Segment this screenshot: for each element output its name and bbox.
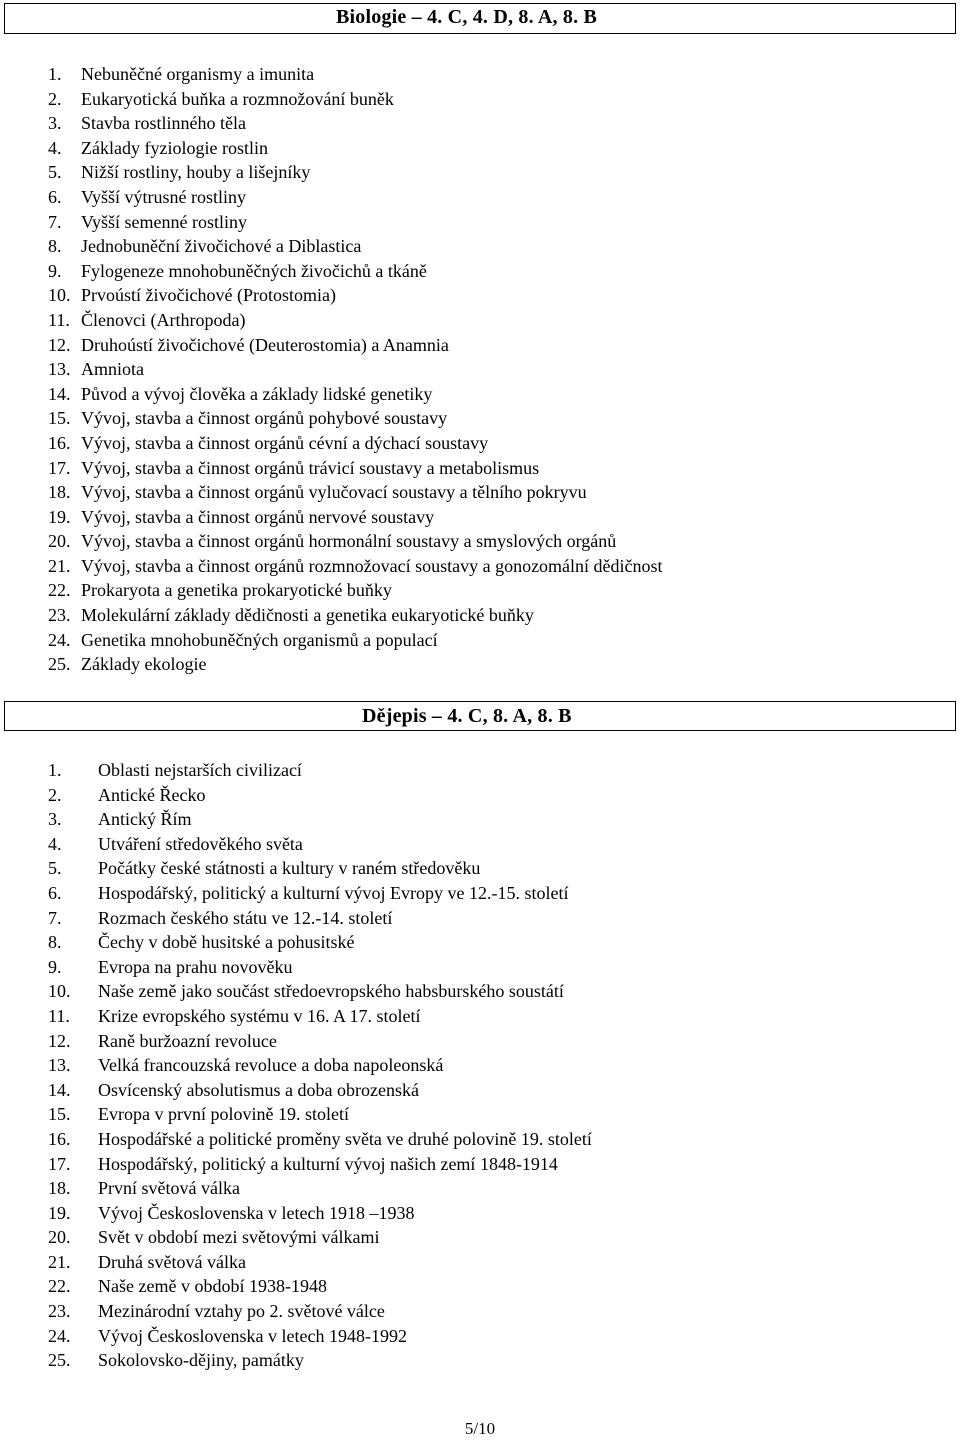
item-text: Původ a vývoj člověka a základy lidské genetiky (81, 383, 433, 404)
item-text: Prokaryota a genetika prokaryotické buňky (81, 580, 392, 601)
list-item (48, 1152, 592, 1177)
item-number: 14. (48, 383, 71, 404)
list-item (48, 111, 663, 136)
item-text: Rozmach českého státu ve 12.-14. století (98, 907, 393, 928)
item-text: Velká francouzská revoluce a doba napoleonská (98, 1055, 444, 1076)
list-item (48, 283, 663, 308)
list-item (48, 1053, 592, 1078)
item-text: Vývoj Československa v letech 1948-1992 (98, 1325, 407, 1346)
list-item (48, 758, 592, 783)
list-item (48, 456, 663, 481)
list-item (48, 1127, 592, 1152)
item-text: Antický Řím (98, 809, 192, 830)
item-number: 5. (48, 162, 62, 183)
list-item (48, 1102, 592, 1127)
item-number: 19. (48, 506, 71, 527)
item-number: 4. (48, 137, 62, 158)
item-text: Počátky české státnosti a kultury v raném středověku (98, 858, 481, 879)
item-text: Antické Řecko (98, 784, 206, 805)
item-text: Eukaryotická buňka a rozmnožování buněk (81, 88, 394, 109)
item-number: 7. (48, 907, 62, 928)
item-text: Vývoj, stavba a činnost orgánů rozmnožovací soustavy a gonozomální dědičnost (81, 555, 663, 576)
list-item (48, 234, 663, 259)
item-text: Vyšší semenné rostliny (81, 211, 247, 232)
list-item (48, 210, 663, 235)
item-number: 8. (48, 932, 62, 953)
list-item (48, 979, 592, 1004)
list-item (48, 505, 663, 530)
history-topic-list (48, 758, 592, 1373)
item-number: 10. (48, 981, 71, 1002)
item-number: 2. (48, 784, 62, 805)
list-item (48, 357, 663, 382)
history-title: Dějepis – 4. C, 8. A, 8. B (362, 705, 572, 727)
item-text: Naše země jako součást středoevropského habsburského soustátí (98, 981, 564, 1002)
item-number: 8. (48, 236, 62, 257)
item-text: Prvoústí živočichové (Protostomia) (81, 285, 336, 306)
biology-topic-list (48, 62, 663, 677)
list-item (48, 1201, 592, 1226)
item-text: Naše země v období 1938-1948 (98, 1276, 327, 1297)
item-number: 3. (48, 113, 62, 134)
item-text: Stavba rostlinného těla (81, 113, 246, 134)
item-text: Členovci (Arthropoda) (81, 309, 246, 330)
item-text: Základy fyziologie rostlin (81, 137, 268, 158)
item-number: 14. (48, 1079, 71, 1100)
item-number: 18. (48, 1178, 71, 1199)
item-number: 22. (48, 580, 71, 601)
item-text: Utváření středověkého světa (98, 833, 303, 854)
list-item (48, 480, 663, 505)
item-text: Sokolovsko-dějiny, památky (98, 1350, 304, 1371)
item-text: Vývoj Československa v letech 1918 –1938 (98, 1202, 415, 1223)
list-item (48, 1029, 592, 1054)
list-item (48, 160, 663, 185)
item-text: Hospodářské a politické proměny světa ve druhé polovině 19. století (98, 1128, 592, 1149)
list-item (48, 529, 663, 554)
list-item (48, 652, 663, 677)
item-text: Molekulární základy dědičnosti a genetika eukaryotické buňky (81, 605, 534, 626)
list-item (48, 807, 592, 832)
item-number: 9. (48, 956, 62, 977)
list-item (48, 382, 663, 407)
list-item (48, 578, 663, 603)
item-text: Evropa na prahu novověku (98, 956, 293, 977)
list-item (48, 62, 663, 87)
item-text: Genetika mnohobuněčných organismů a populací (81, 629, 438, 650)
list-item (48, 136, 663, 161)
list-item (48, 431, 663, 456)
item-text: Oblasti nejstarších civilizací (98, 760, 302, 780)
item-text: Jednobuněční živočichové a Diblastica (81, 236, 362, 257)
item-number: 17. (48, 1153, 71, 1174)
list-item (48, 783, 592, 808)
item-number: 4. (48, 833, 62, 854)
item-text: Evropa v první polovině 19. století (98, 1104, 349, 1125)
item-number: 25. (48, 1350, 71, 1371)
item-number: 12. (48, 334, 71, 355)
list-item (48, 554, 663, 579)
item-number: 21. (48, 1251, 71, 1272)
item-text: První světová válka (98, 1178, 240, 1199)
item-number: 10. (48, 285, 71, 306)
item-number: 25. (48, 654, 71, 675)
biology-title: Biologie – 4. C, 4. D, 8. A, 8. B (336, 6, 598, 28)
item-number: 2. (48, 88, 62, 109)
item-text: Svět v období mezi světovými válkami (98, 1227, 380, 1248)
list-item (48, 955, 592, 980)
item-text: Čechy v době husitské a pohusitské (98, 932, 355, 953)
list-item (48, 1225, 592, 1250)
list-item (48, 406, 663, 431)
list-item (48, 856, 592, 881)
item-number: 23. (48, 605, 71, 626)
item-number: 15. (48, 1104, 71, 1125)
item-text: Druhoústí živočichové (Deuterostomia) a Anamnia (81, 334, 449, 355)
item-number: 16. (48, 1128, 71, 1149)
list-item (48, 333, 663, 358)
item-text: Mezinárodní vztahy po 2. světové válce (98, 1301, 385, 1322)
item-number: 11. (48, 309, 70, 330)
item-text: Vývoj, stavba a činnost orgánů nervové soustavy (81, 506, 435, 527)
list-item (48, 832, 592, 857)
item-text: Vývoj, stavba a činnost orgánů vylučovací soustavy a tělního pokryvu (81, 482, 587, 503)
item-text: Osvícenský absolutismus a doba obrozenská (98, 1079, 419, 1100)
item-number: 24. (48, 1325, 71, 1346)
list-item (48, 628, 663, 653)
list-item (48, 930, 592, 955)
item-number: 22. (48, 1276, 71, 1297)
list-item (48, 259, 663, 284)
item-text: Raně buržoazní revoluce (98, 1030, 277, 1051)
item-text: Vývoj, stavba a činnost orgánů trávicí soustavy a metabolismus (81, 457, 540, 478)
item-number: 20. (48, 1227, 71, 1248)
item-text: Druhá světová válka (98, 1251, 246, 1272)
list-item (48, 881, 592, 906)
item-number: 6. (48, 186, 62, 207)
item-number: 1. (48, 64, 62, 84)
item-number: 17. (48, 457, 71, 478)
item-text: Nižší rostliny, houby a lišejníky (81, 162, 311, 183)
item-number: 21. (48, 555, 71, 576)
item-number: 18. (48, 482, 71, 503)
item-text: Vývoj, stavba a činnost orgánů pohybové soustavy (81, 408, 448, 429)
item-number: 19. (48, 1202, 71, 1223)
item-number: 20. (48, 531, 71, 552)
item-text: Vyšší výtrusné rostliny (81, 186, 247, 207)
item-text: Amniota (81, 359, 144, 380)
item-number: 16. (48, 432, 71, 453)
item-number: 24. (48, 629, 71, 650)
item-number: 3. (48, 809, 62, 830)
item-text: Vývoj, stavba a činnost orgánů cévní a dýchací soustavy (81, 432, 489, 453)
item-number: 13. (48, 359, 71, 380)
item-text: Fylogeneze mnohobuněčných živočichů a tkáně (81, 260, 427, 281)
item-number: 7. (48, 211, 62, 232)
item-number: 9. (48, 260, 62, 281)
item-text: Krize evropského systému v 16. A 17. století (98, 1005, 421, 1026)
item-number: 11. (48, 1005, 70, 1026)
list-item (48, 185, 663, 210)
item-number: 5. (48, 858, 62, 879)
item-text: Hospodářský, politický a kulturní vývoj našich zemí 1848-1914 (98, 1153, 558, 1174)
list-item (48, 1078, 592, 1103)
list-item (48, 1250, 592, 1275)
item-text: Nebuněčné organismy a imunita (81, 64, 315, 84)
list-item (48, 1324, 592, 1349)
list-item (48, 1274, 592, 1299)
item-text: Vývoj, stavba a činnost orgánů hormonální soustavy a smyslových orgánů (81, 531, 617, 552)
item-number: 1. (48, 760, 62, 780)
item-number: 23. (48, 1301, 71, 1322)
list-item (48, 1004, 592, 1029)
list-item (48, 1348, 592, 1373)
list-item (48, 1299, 592, 1324)
list-item (48, 603, 663, 628)
list-item (48, 87, 663, 112)
item-number: 15. (48, 408, 71, 429)
list-item (48, 308, 663, 333)
item-number: 13. (48, 1055, 71, 1076)
page-number: 5/10 (464, 1419, 496, 1438)
item-number: 12. (48, 1030, 71, 1051)
list-item (48, 906, 592, 931)
item-text: Hospodářský, politický a kulturní vývoj Evropy ve 12.-15. století (98, 882, 569, 903)
list-item (48, 1176, 592, 1201)
item-text: Základy ekologie (81, 654, 207, 675)
item-number: 6. (48, 882, 62, 903)
